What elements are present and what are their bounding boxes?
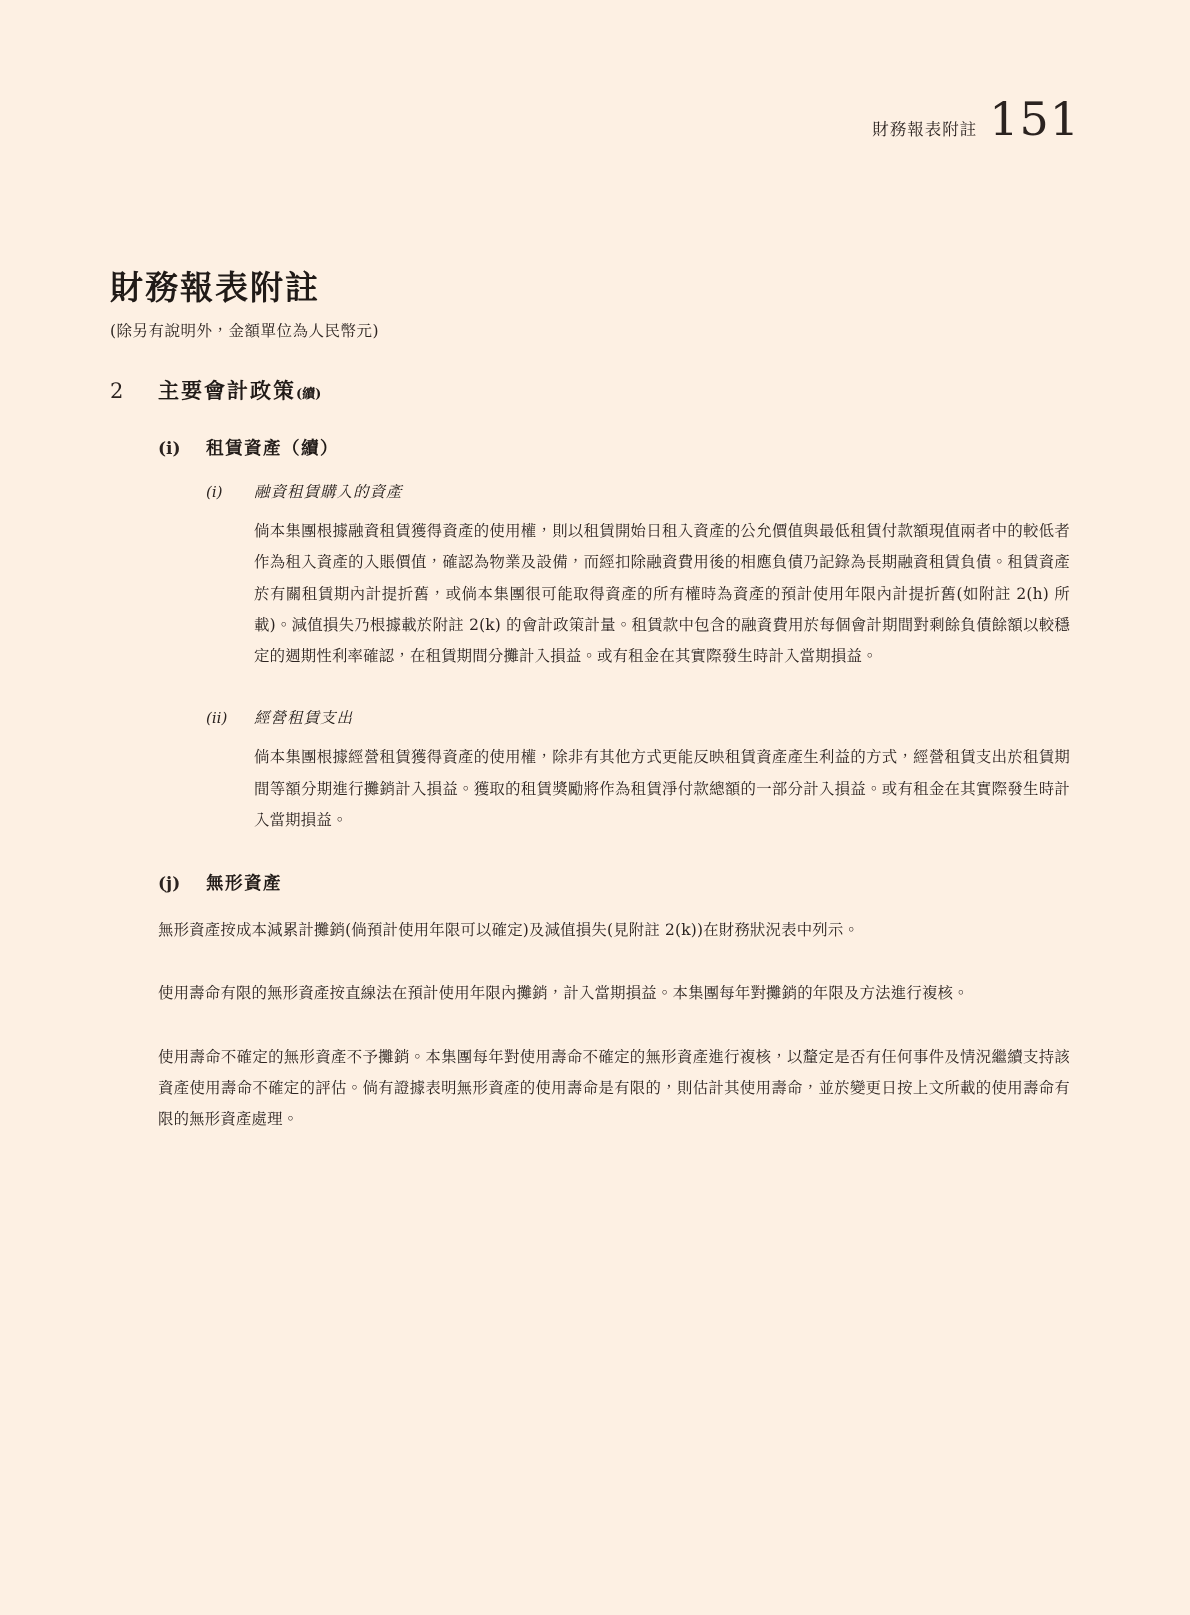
subitem-marker: (ii)	[206, 709, 228, 728]
subitem-finance-lease-paragraph: 倘本集團根據融資租賃獲得資產的使用權，則以租賃開始日租入資產的公允價值與最低租賃付款額現值兩者中的較低者作為租入資產的入賬價值，確認為物業及設備，而經扣除融資費用後的相應負債乃記錄為長期融資租賃負債。租賃資產於有關租賃期內計提折舊，或倘本集團很可能取得資產的所有權時為資產的預計使用年限內計提折舊(如附註 2(h) 所載)。減值損失乃根據載於附註 2(k) 的會計政策計量。租賃款中包含的融資費用於每個會計期間對剩餘負債餘額以較穩定的週期性利率確認，在租賃期間分攤計入損益。或有租金在其實際發生時計入當期損益。	[254, 522, 1070, 666]
item-leased-assets-heading	[158, 435, 1070, 460]
subitem-finance-lease-heading	[206, 480, 1070, 502]
section-continued-marker: (續)	[296, 387, 322, 402]
subitem-marker: (i)	[206, 483, 223, 501]
item-intangible-assets-heading	[158, 870, 1070, 895]
subitem-operating-lease-paragraph: 倘本集團根據經營租賃獲得資產的使用權，除非有其他方式更能反映租賃資產產生利益的方式，經營租賃支出於租賃期間等額分期進行攤銷計入損益。獲取的租賃獎勵將作為租賃淨付款總額的一部分計入損益。或有租金在其實際發生時計入當期損益。	[254, 748, 1070, 829]
subitem-operating-lease-heading	[206, 706, 1070, 728]
subitem-title: 經營租賃支出	[254, 709, 354, 728]
intangible-paragraph-1: 無形資產按成本減累計攤銷(倘預計使用年限可以確定)及減值損失(見附註 2(k))在財務狀況表中列示。	[158, 921, 860, 940]
running-header	[872, 92, 1080, 146]
item-title: 租賃資產（續）	[206, 439, 339, 459]
page-title: 財務報表附註	[110, 268, 320, 307]
section-number: 2	[110, 379, 124, 403]
running-header-label: 財務報表附註	[872, 120, 978, 139]
subitem-title: 融資租賃購入的資產	[254, 483, 403, 501]
subitem-operating-lease	[206, 706, 1070, 836]
page-subtitle: (除另有說明外，金額單位為人民幣元)	[110, 322, 380, 340]
item-marker: (i)	[158, 439, 181, 459]
section-title-text: 主要會計政策(續)	[158, 378, 322, 403]
page-number: 151	[989, 92, 1080, 146]
item-marker: (j)	[158, 874, 181, 895]
item-leased-assets	[158, 435, 1070, 836]
intangible-paragraph-2: 使用壽命有限的無形資產按直線法在預計使用年限內攤銷，計入當期損益。本集團每年對攤銷的年限及方法進行複核。	[158, 984, 969, 1003]
section-heading	[110, 375, 1070, 405]
document-content	[110, 262, 1070, 1167]
item-title: 無形資產	[206, 874, 282, 895]
intangible-paragraph-3: 使用壽命不確定的無形資產不予攤銷。本集團每年對使用壽命不確定的無形資產進行複核，以釐定是否有任何事件及情況繼續支持該資產使用壽命不確定的評估。倘有證據表明無形資產的使用壽命是有限的，則估計其使用壽命，並於變更日按上文所載的使用壽命有限的無形資產處理。	[158, 1047, 1070, 1129]
item-intangible-assets	[158, 870, 1070, 1135]
subitem-finance-lease	[206, 480, 1070, 672]
